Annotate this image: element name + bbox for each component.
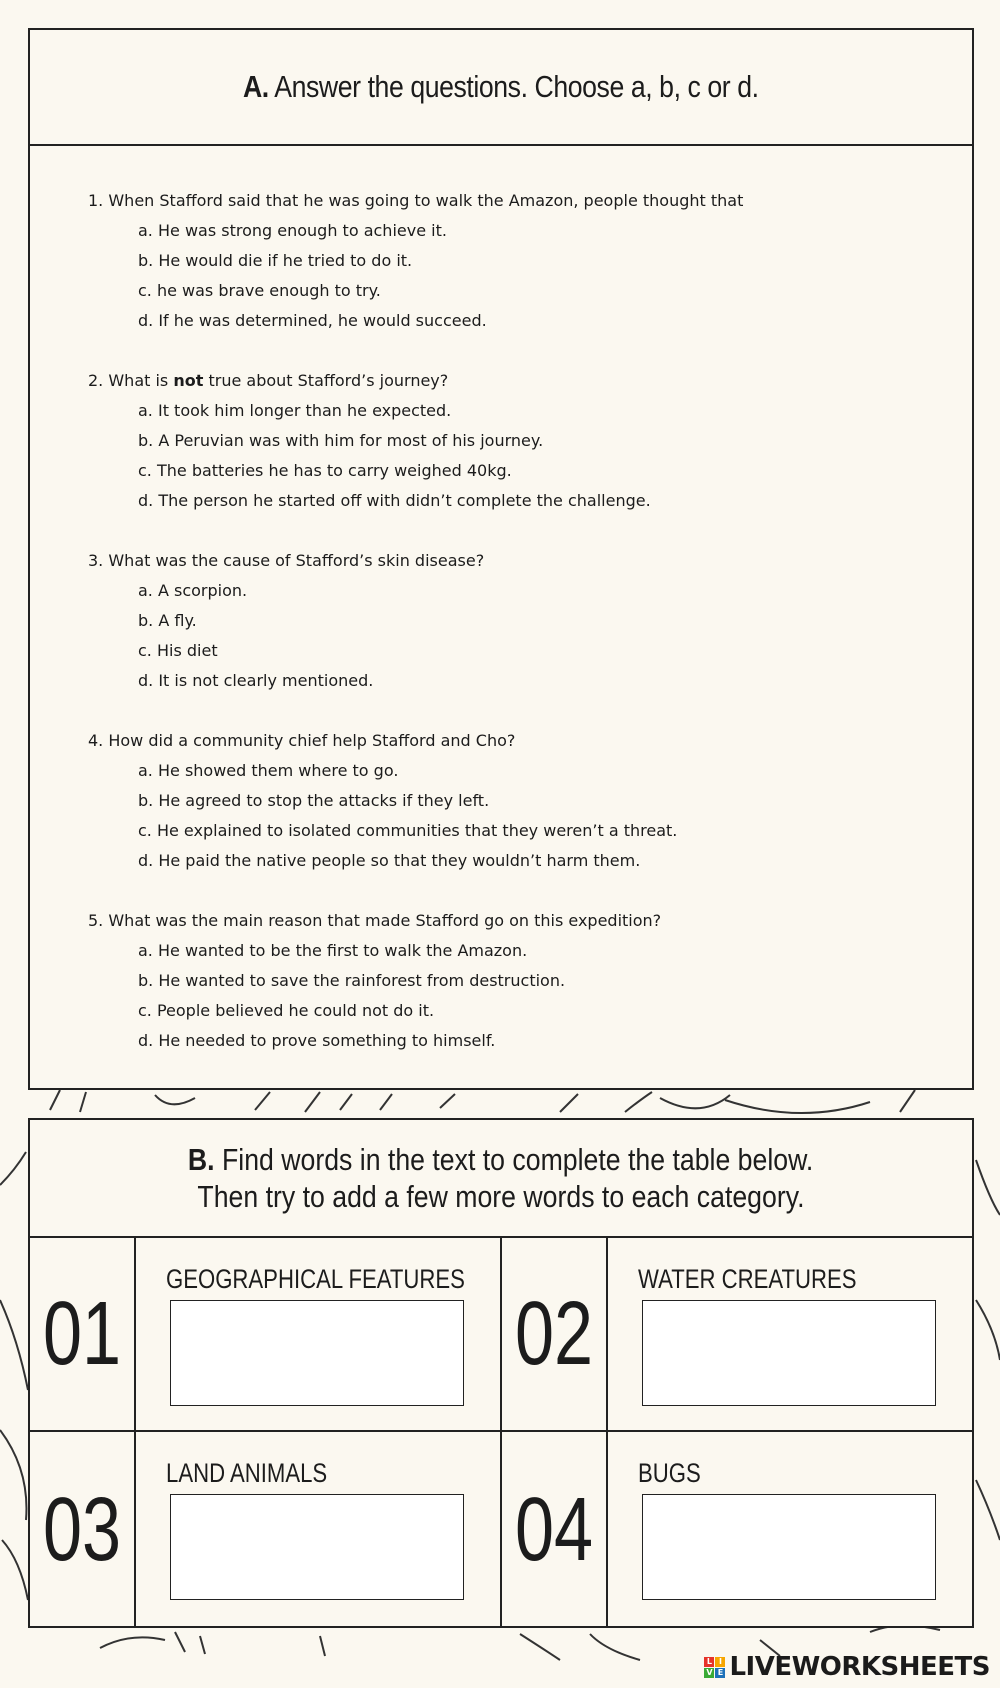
answer-input-bugs[interactable] (643, 1495, 935, 1599)
option-a[interactable]: a. A scorpion. (138, 581, 248, 600)
question-list (30, 146, 972, 1056)
logo-letter: L (704, 1657, 714, 1667)
category-number: 04 (502, 1432, 608, 1628)
category-cell-land-animals (136, 1432, 502, 1628)
option-d[interactable]: d. If he was determined, he would succeed. (138, 311, 487, 330)
question-text: 2. What is not true about Stafford’s journey? (88, 371, 449, 390)
answer-box (642, 1494, 936, 1600)
category-label: WATER CREATURES (638, 1264, 857, 1294)
question-1 (88, 186, 972, 336)
logo-letter: V (706, 1667, 713, 1677)
category-number: 02 (502, 1238, 608, 1432)
option-b[interactable]: b. A Peruvian was with him for most of his journey. (138, 431, 544, 450)
section-b-title-line2: Then try to add a few more words to each category. (197, 1179, 805, 1214)
option-c[interactable]: c. His diet (138, 641, 218, 660)
answer-box (170, 1494, 464, 1600)
logo-letter: I (715, 1657, 725, 1667)
logo-letter: E (715, 1668, 725, 1678)
option-c[interactable]: c. The batteries he has to carry weighed 40kg. (138, 461, 512, 480)
option-a[interactable]: a. He was strong enough to achieve it. (138, 221, 447, 240)
question-5 (88, 906, 972, 1056)
question-text: 1. When Stafford said that he was going to walk the Amazon, people thought that (88, 191, 744, 210)
category-label: GEOGRAPHICAL FEATURES (166, 1264, 465, 1294)
answer-box (642, 1300, 936, 1406)
section-b-panel (28, 1118, 974, 1628)
liveworksheets-logo-icon (704, 1657, 725, 1678)
category-number: 01 (30, 1238, 136, 1432)
question-text: 5. What was the main reason that made Stafford go on this expedition? (88, 911, 662, 930)
option-d[interactable]: d. He needed to prove something to himself. (138, 1031, 496, 1050)
section-a-title: A. Answer the questions. Choose a, b, c or d. (243, 69, 759, 104)
answer-input-geographical-features[interactable] (171, 1301, 463, 1405)
question-text: 4. How did a community chief help Stafford and Cho? (88, 731, 516, 750)
category-cell-geographical-features (136, 1238, 502, 1432)
option-c[interactable]: c. he was brave enough to try. (138, 281, 381, 300)
question-text: 3. What was the cause of Stafford’s skin disease? (88, 551, 485, 570)
answer-input-water-creatures[interactable] (643, 1301, 935, 1405)
category-cell-water-creatures (608, 1238, 974, 1432)
option-a[interactable]: a. It took him longer than he expected. (138, 401, 452, 420)
option-c[interactable]: c. He explained to isolated communities that they weren’t a threat. (138, 821, 678, 840)
option-b[interactable]: b. He would die if he tried to do it. (138, 251, 413, 270)
category-cell-bugs (608, 1432, 974, 1628)
option-b[interactable]: b. He agreed to stop the attacks if they left. (138, 791, 490, 810)
option-d[interactable]: d. It is not clearly mentioned. (138, 671, 374, 690)
question-4 (88, 726, 972, 876)
option-b[interactable]: b. He wanted to save the rainforest from destruction. (138, 971, 566, 990)
question-2 (88, 366, 972, 516)
option-d[interactable]: d. He paid the native people so that they wouldn’t harm them. (138, 851, 641, 870)
section-b-header (30, 1120, 972, 1238)
option-c[interactable]: c. People believed he could not do it. (138, 1001, 435, 1020)
section-a-panel (28, 28, 974, 1090)
option-a[interactable]: a. He wanted to be the first to walk the Amazon. (138, 941, 528, 960)
category-label: BUGS (638, 1458, 701, 1488)
option-a[interactable]: a. He showed them where to go. (138, 761, 399, 780)
section-b-title-line1: B. Find words in the text to complete the table below. (188, 1142, 814, 1177)
option-b[interactable]: b. A fly. (138, 611, 197, 630)
category-table (30, 1238, 972, 1628)
answer-input-land-animals[interactable] (171, 1495, 463, 1599)
category-number: 03 (30, 1432, 136, 1628)
brand-name: LIVEWORKSHEETS (729, 1652, 990, 1682)
answer-box (170, 1300, 464, 1406)
category-label: LAND ANIMALS (166, 1458, 328, 1488)
option-d[interactable]: d. The person he started off with didn’t complete the challenge. (138, 491, 651, 510)
section-a-header (30, 30, 972, 146)
question-3 (88, 546, 972, 696)
liveworksheets-brand[interactable] (704, 1652, 990, 1682)
